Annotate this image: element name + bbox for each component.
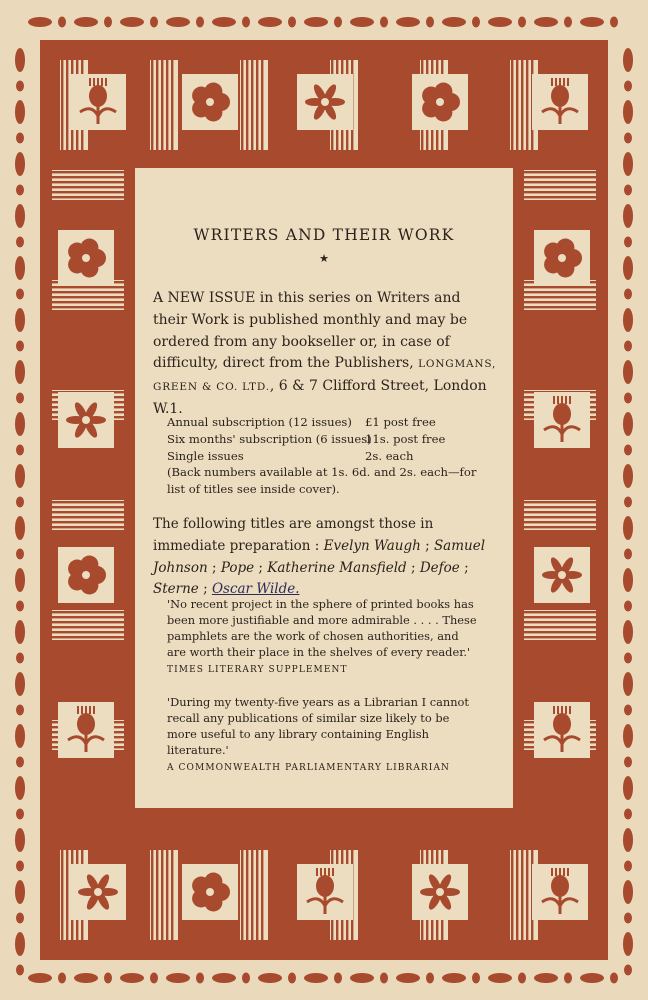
preparation-intro: The following titles are amongst those in immediate preparation : bbox=[153, 516, 434, 554]
acorn-icon bbox=[472, 17, 480, 28]
quote-text: 'No recent project in the sphere of printed books has been more justifiable and more admirable . . . . These pamphlets are the work of chosen authorities, and are worth their place in the shelves of every reader.' bbox=[167, 597, 477, 659]
acorn-icon bbox=[16, 445, 24, 456]
rate-row bbox=[167, 431, 477, 448]
oak-leaf-icon bbox=[350, 973, 374, 983]
acorn-icon bbox=[150, 973, 158, 984]
oak-leaf-icon bbox=[28, 17, 52, 27]
acorn-icon bbox=[426, 973, 434, 984]
oak-leaf-icon bbox=[15, 776, 25, 800]
oak-leaf-icon bbox=[623, 672, 633, 696]
rate-label: Annual subscription (12 issues) bbox=[167, 415, 352, 429]
acorn-icon bbox=[16, 185, 24, 196]
oak-leaf-icon bbox=[623, 880, 633, 904]
acorn-icon bbox=[624, 185, 632, 196]
prep-title: Sterne bbox=[153, 581, 199, 598]
quote-source: TIMES LITERARY SUPPLEMENT bbox=[167, 665, 348, 675]
acorn-icon bbox=[624, 289, 632, 300]
rose-icon bbox=[412, 74, 468, 130]
acorn-icon bbox=[380, 973, 388, 984]
oak-leaf-icon bbox=[580, 973, 604, 983]
oak-leaf-icon bbox=[15, 464, 25, 488]
acorn-icon bbox=[564, 973, 572, 984]
acorn-icon bbox=[16, 497, 24, 508]
acorn-icon bbox=[624, 81, 632, 92]
prep-title: Katherine Mansfield bbox=[267, 559, 407, 576]
oak-leaf-icon bbox=[623, 308, 633, 332]
oak-leaf-icon bbox=[15, 360, 25, 384]
rose-icon bbox=[58, 230, 114, 286]
striped-block bbox=[52, 500, 124, 530]
acorn-icon bbox=[16, 393, 24, 404]
oak-leaf-icon bbox=[623, 48, 633, 72]
oak-leaf-icon bbox=[442, 17, 466, 27]
striped-block bbox=[524, 500, 596, 530]
oak-leaf-icon bbox=[623, 152, 633, 176]
oak-leaf-icon bbox=[623, 932, 633, 956]
oak-leaf-icon bbox=[580, 17, 604, 27]
acorn-icon bbox=[564, 17, 572, 28]
oak-leaf-icon bbox=[15, 932, 25, 956]
oak-leaf-icon bbox=[166, 973, 190, 983]
oak-leaf-icon bbox=[258, 973, 282, 983]
oak-leaf-icon bbox=[15, 48, 25, 72]
oak-leaf-icon bbox=[15, 880, 25, 904]
subscription-rates bbox=[167, 414, 477, 498]
acorn-icon bbox=[104, 973, 112, 984]
acorn-icon bbox=[624, 809, 632, 820]
narcissus-icon bbox=[58, 392, 114, 448]
oak-leaf-icon bbox=[212, 973, 236, 983]
acorn-icon bbox=[610, 973, 618, 984]
handwritten-title: Oscar Wilde. bbox=[211, 581, 300, 598]
rate-price: 2s. each bbox=[365, 448, 414, 463]
oak-leaf-icon bbox=[623, 412, 633, 436]
acorn-icon bbox=[16, 653, 24, 664]
oak-leaf-icon bbox=[15, 828, 25, 852]
prep-title: Defoe bbox=[419, 559, 460, 576]
striped-block bbox=[524, 170, 596, 200]
oak-leaf-icon bbox=[623, 360, 633, 384]
acorn-icon bbox=[242, 973, 250, 984]
acorn-icon bbox=[518, 973, 526, 984]
oak-leaf-icon bbox=[258, 17, 282, 27]
oak-leaf-icon bbox=[396, 17, 420, 27]
oak-leaf-icon bbox=[15, 568, 25, 592]
oak-leaf-icon bbox=[623, 724, 633, 748]
prep-title: Samuel Johnson bbox=[153, 537, 486, 576]
acorn-icon bbox=[624, 861, 632, 872]
rose-icon bbox=[182, 864, 238, 920]
acorn-icon bbox=[288, 973, 296, 984]
acorn-icon bbox=[16, 81, 24, 92]
acorn-icon bbox=[624, 601, 632, 612]
acorn-icon bbox=[624, 965, 632, 976]
quote-text: 'During my twenty-five years as a Librarian I cannot recall any publications of similar size likely to be more useful to any library containing English literature.' bbox=[167, 695, 469, 757]
striped-block bbox=[150, 850, 178, 940]
acorn-icon bbox=[334, 973, 342, 984]
acorn-icon bbox=[624, 497, 632, 508]
oak-leaf-icon bbox=[534, 973, 558, 983]
page-title: WRITERS AND THEIR WORK bbox=[193, 226, 455, 244]
rate-label: Single issues bbox=[167, 448, 244, 463]
oak-leaf-icon bbox=[15, 516, 25, 540]
acorn-icon bbox=[624, 133, 632, 144]
oak-leaf-icon bbox=[74, 17, 98, 27]
oak-leaf-icon bbox=[623, 204, 633, 228]
acorn-icon bbox=[16, 757, 24, 768]
acorn-icon bbox=[426, 17, 434, 28]
oak-leaf-icon bbox=[304, 973, 328, 983]
quote-source: A COMMONWEALTH PARLIAMENTARY LIBRARIAN bbox=[167, 763, 451, 773]
oak-leaf-icon bbox=[442, 973, 466, 983]
rose-icon bbox=[182, 74, 238, 130]
oak-leaf-icon bbox=[212, 17, 236, 27]
oak-leaf-icon bbox=[350, 17, 374, 27]
oak-leaf-icon bbox=[15, 204, 25, 228]
acorn-icon bbox=[610, 17, 618, 28]
acorn-icon bbox=[624, 549, 632, 560]
acorn-icon bbox=[16, 861, 24, 872]
acorn-icon bbox=[518, 17, 526, 28]
oak-leaf-icon bbox=[488, 973, 512, 983]
acorn-icon bbox=[16, 705, 24, 716]
narcissus-icon bbox=[412, 864, 468, 920]
rate-row bbox=[167, 414, 477, 431]
narcissus-icon bbox=[534, 547, 590, 603]
acorn-icon bbox=[150, 17, 158, 28]
intro-address: , 6 & 7 Clifford Street, London W.1. bbox=[153, 378, 487, 417]
prep-title: Pope bbox=[220, 559, 255, 576]
thistle-icon bbox=[534, 702, 590, 758]
publisher-name: LONGMANS, GREEN & CO. LTD. bbox=[153, 358, 497, 394]
acorn-icon bbox=[16, 289, 24, 300]
acorn-icon bbox=[242, 17, 250, 28]
acorn-icon bbox=[16, 809, 24, 820]
acorn-icon bbox=[288, 17, 296, 28]
oak-leaf-icon bbox=[120, 17, 144, 27]
thistle-icon bbox=[70, 74, 126, 130]
oak-leaf-icon bbox=[623, 568, 633, 592]
thistle-icon bbox=[532, 74, 588, 130]
content-panel bbox=[135, 168, 513, 808]
acorn-icon bbox=[624, 757, 632, 768]
intro-text: in this series on Writers and their Work is published monthly and may be ordered from any bookseller or, in case of difficulty, direct from the Publishers, bbox=[153, 290, 468, 372]
oak-leaf-icon bbox=[623, 100, 633, 124]
oak-leaf-icon bbox=[396, 973, 420, 983]
striped-block bbox=[150, 60, 178, 150]
rose-icon bbox=[58, 547, 114, 603]
acorn-icon bbox=[16, 237, 24, 248]
acorn-icon bbox=[16, 341, 24, 352]
rose-icon bbox=[534, 230, 590, 286]
review-quote bbox=[167, 694, 481, 776]
oak-leaf-icon bbox=[623, 516, 633, 540]
acorn-icon bbox=[196, 973, 204, 984]
acorn-icon bbox=[380, 17, 388, 28]
acorn-icon bbox=[472, 973, 480, 984]
oak-leaf-icon bbox=[120, 973, 144, 983]
thistle-icon bbox=[58, 702, 114, 758]
rate-price: 11s. post free bbox=[365, 431, 446, 446]
acorn-icon bbox=[624, 393, 632, 404]
striped-block bbox=[524, 610, 596, 640]
acorn-icon bbox=[58, 17, 66, 28]
oak-leaf-icon bbox=[28, 973, 52, 983]
back-numbers-note: (Back numbers available at 1s. 6d. and 2s. each—for list of titles see inside cover). bbox=[167, 465, 477, 497]
oak-leaf-icon bbox=[15, 620, 25, 644]
acorn-icon bbox=[16, 549, 24, 560]
acorn-icon bbox=[624, 341, 632, 352]
thistle-icon bbox=[297, 864, 353, 920]
oak-leaf-icon bbox=[166, 17, 190, 27]
narcissus-icon bbox=[70, 864, 126, 920]
acorn-icon bbox=[196, 17, 204, 28]
striped-block bbox=[240, 60, 268, 150]
acorn-icon bbox=[16, 133, 24, 144]
oak-leaf-icon bbox=[15, 100, 25, 124]
star-icon: ★ bbox=[319, 252, 329, 265]
oak-leaf-icon bbox=[623, 464, 633, 488]
acorn-icon bbox=[624, 445, 632, 456]
thistle-icon bbox=[534, 392, 590, 448]
prep-title: Evelyn Waugh bbox=[323, 537, 421, 554]
rate-price: £1 post free bbox=[365, 415, 436, 429]
oak-leaf-icon bbox=[15, 152, 25, 176]
acorn-icon bbox=[58, 973, 66, 984]
acorn-icon bbox=[16, 601, 24, 612]
oak-leaf-icon bbox=[15, 672, 25, 696]
oak-leaf-icon bbox=[623, 776, 633, 800]
striped-block bbox=[52, 170, 124, 200]
striped-block bbox=[240, 850, 268, 940]
oak-leaf-icon bbox=[74, 973, 98, 983]
rate-label: Six months' subscription (6 issues) bbox=[167, 431, 372, 446]
acorn-icon bbox=[624, 653, 632, 664]
preparation-paragraph: The following titles are amongst those in immediate preparation : Evelyn Waugh ; Samuel Johnson ; Pope ; Katherine Mansfield ; Defoe ; Sterne ; Oscar Wilde. bbox=[153, 516, 486, 598]
acorn-icon bbox=[624, 237, 632, 248]
review-quote bbox=[167, 596, 481, 678]
acorn-icon bbox=[16, 913, 24, 924]
rate-row bbox=[167, 448, 477, 465]
striped-block bbox=[52, 610, 124, 640]
acorn-icon bbox=[624, 705, 632, 716]
thistle-icon bbox=[532, 864, 588, 920]
acorn-icon bbox=[624, 913, 632, 924]
acorn-icon bbox=[104, 17, 112, 28]
oak-leaf-icon bbox=[15, 724, 25, 748]
oak-leaf-icon bbox=[15, 256, 25, 280]
oak-leaf-icon bbox=[488, 17, 512, 27]
oak-leaf-icon bbox=[15, 412, 25, 436]
oak-leaf-icon bbox=[304, 17, 328, 27]
narcissus-icon bbox=[297, 74, 353, 130]
oak-leaf-icon bbox=[534, 17, 558, 27]
acorn-icon bbox=[334, 17, 342, 28]
oak-leaf-icon bbox=[15, 308, 25, 332]
oak-leaf-icon bbox=[623, 828, 633, 852]
acorn-icon bbox=[16, 965, 24, 976]
intro-lead: A NEW ISSUE bbox=[153, 290, 256, 306]
oak-leaf-icon bbox=[623, 256, 633, 280]
intro-paragraph bbox=[153, 288, 497, 421]
oak-leaf-icon bbox=[623, 620, 633, 644]
